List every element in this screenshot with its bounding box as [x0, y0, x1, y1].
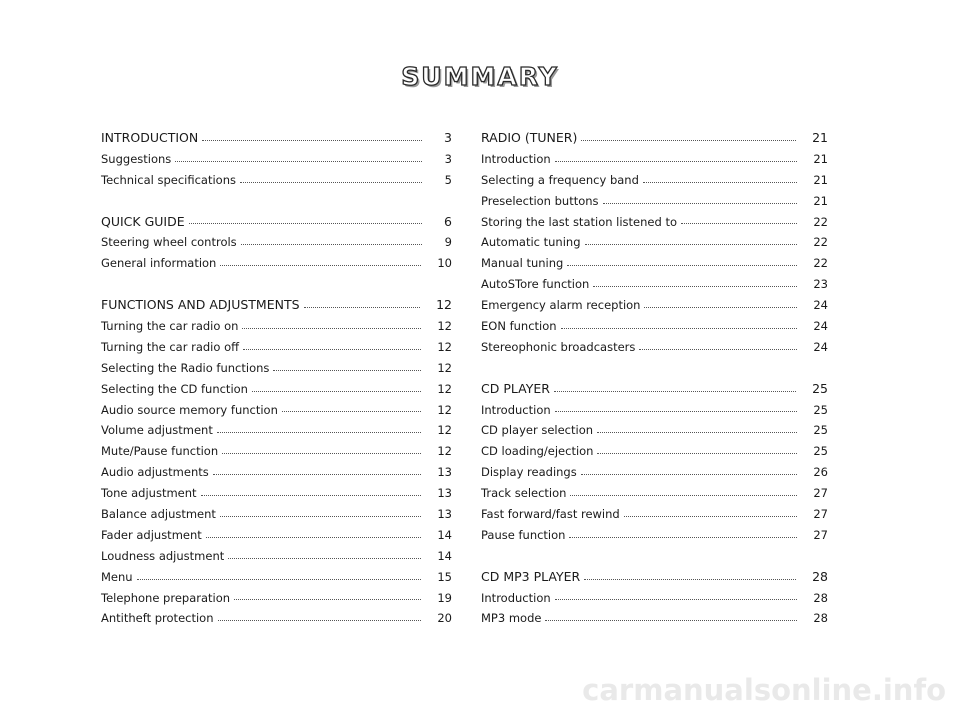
toc-page-number: 6 — [444, 213, 452, 229]
toc-leader-dots — [624, 516, 798, 517]
toc-leader-dots — [644, 307, 797, 308]
toc-entry-label: RADIO (TUNER) — [481, 130, 578, 145]
toc-entry-label: EON function — [481, 319, 557, 334]
toc-entry[interactable] — [481, 441, 828, 462]
toc-page-number: 14 — [437, 527, 452, 542]
toc-leader-dots — [252, 391, 421, 392]
toc-entry[interactable] — [481, 170, 828, 191]
toc-entry-label: Introduction — [481, 590, 551, 605]
toc-entry-label: Antitheft protection — [101, 611, 214, 626]
toc-leader-dots — [240, 182, 422, 183]
toc-entry-label: Introduction — [481, 151, 551, 166]
toc-entry-label: CD loading/ejection — [481, 444, 594, 459]
toc-page-number: 13 — [437, 507, 452, 522]
toc-entry-label: CD MP3 PLAYER — [481, 568, 581, 584]
toc-entry-label: Menu — [101, 569, 133, 584]
toc-leader-dots — [681, 223, 797, 224]
toc-page-number: 27 — [813, 507, 828, 522]
toc-entry[interactable] — [101, 441, 452, 462]
toc-page-number: 23 — [813, 277, 828, 292]
toc-entry-label: QUICK GUIDE — [101, 213, 185, 229]
toc-page-number: 12 — [437, 423, 452, 438]
toc-leader-dots — [570, 495, 797, 496]
toc-entry[interactable] — [101, 504, 452, 525]
toc-entry-label: Storing the last station listened to — [481, 214, 677, 229]
toc-leader-dots — [639, 349, 797, 350]
toc-page-number: 25 — [813, 402, 828, 417]
toc-leader-dots — [555, 411, 798, 412]
toc-entry[interactable] — [101, 588, 452, 609]
toc-leader-dots — [555, 161, 798, 162]
toc-page-number: 26 — [813, 465, 828, 480]
toc-entry-label: General information — [101, 256, 217, 271]
toc-leader-dots — [241, 244, 422, 245]
toc-section-heading[interactable] — [101, 295, 452, 316]
toc-entry-label: Turning the car radio off — [101, 339, 240, 354]
toc-page-number: 14 — [437, 548, 452, 563]
toc-entry-label: Emergency alarm reception — [481, 298, 641, 313]
toc-entry[interactable] — [101, 170, 452, 191]
toc-entry-label: Mute/Pause function — [101, 444, 219, 459]
toc-page-number: 12 — [436, 297, 452, 313]
toc-entry[interactable] — [481, 212, 828, 233]
toc-entry-label: Pause function — [481, 527, 566, 542]
toc-entry[interactable] — [101, 525, 452, 546]
toc-entry[interactable] — [481, 274, 828, 295]
toc-entry[interactable] — [481, 420, 828, 441]
toc-leader-dots — [561, 328, 798, 329]
toc-entry-label: AutoSTore function — [481, 277, 590, 292]
toc-entry-label: Stereophonic broadcasters — [481, 339, 636, 354]
toc-leader-dots — [206, 537, 422, 538]
toc-entry-label: CD PLAYER — [481, 380, 550, 396]
toc-leader-dots — [228, 558, 421, 559]
toc-entry-label: Steering wheel controls — [101, 235, 237, 250]
toc-right-column — [481, 128, 828, 629]
toc-leader-dots — [567, 265, 797, 266]
toc-page-number: 22 — [813, 214, 828, 229]
toc-entry-label: Telephone preparation — [101, 590, 231, 605]
toc-leader-dots — [569, 537, 797, 538]
toc-leader-dots — [220, 516, 421, 517]
toc-spacer — [481, 546, 828, 567]
toc-entry-label: Selecting the Radio functions — [101, 360, 270, 375]
toc-leader-dots — [273, 370, 421, 371]
toc-page-number: 9 — [444, 235, 452, 250]
toc-section-heading[interactable] — [101, 212, 452, 233]
toc-entry[interactable] — [101, 337, 452, 358]
toc-leader-dots — [593, 286, 797, 287]
toc-leader-dots — [597, 432, 797, 433]
toc-entry[interactable] — [481, 232, 828, 253]
toc-entry-label: Preselection buttons — [481, 193, 599, 208]
toc-page-number: 25 — [813, 423, 828, 438]
toc-leader-dots — [304, 307, 421, 308]
toc-leader-dots — [218, 620, 422, 621]
toc-page-number: 28 — [813, 611, 828, 626]
toc-entry[interactable] — [101, 358, 452, 379]
toc-spacer — [101, 274, 452, 295]
toc-entry[interactable] — [101, 420, 452, 441]
toc-entry-label: Technical specifications — [101, 172, 236, 187]
toc-entry-label: Selecting the CD function — [101, 381, 248, 396]
toc-leader-dots — [222, 453, 421, 454]
toc-entry[interactable] — [101, 253, 452, 274]
toc-leader-dots — [643, 182, 797, 183]
toc-entry[interactable] — [481, 462, 828, 483]
toc-page-number: 5 — [444, 172, 452, 187]
toc-page-number: 15 — [437, 569, 452, 584]
toc-entry-label: Fast forward/fast rewind — [481, 507, 620, 522]
toc-entry-label: Automatic tuning — [481, 235, 581, 250]
toc-page-number: 24 — [813, 339, 828, 354]
toc-leader-dots — [137, 579, 422, 580]
toc-entry-label: Loudness adjustment — [101, 548, 225, 563]
toc-entry-label: Audio source memory function — [101, 402, 278, 417]
toc-page-number: 12 — [437, 339, 452, 354]
toc-entry[interactable] — [481, 588, 828, 609]
toc-entry[interactable] — [481, 253, 828, 274]
toc-page-number: 28 — [812, 568, 828, 584]
toc-page-number: 28 — [813, 590, 828, 605]
toc-entry[interactable] — [101, 400, 452, 421]
toc-entry-label: Fader adjustment — [101, 527, 202, 542]
toc-entry-label: Balance adjustment — [101, 507, 216, 522]
toc-page-number: 21 — [812, 130, 828, 145]
toc-leader-dots — [242, 328, 421, 329]
toc-entry[interactable] — [101, 608, 452, 629]
toc-page-number: 13 — [437, 465, 452, 480]
toc-entry-label: Suggestions — [101, 151, 172, 166]
toc-page-number: 12 — [437, 444, 452, 459]
toc-entry[interactable] — [101, 546, 452, 567]
toc-entry[interactable] — [481, 191, 828, 212]
toc-page-number: 22 — [813, 235, 828, 250]
toc-entry[interactable] — [101, 316, 452, 337]
toc-entry[interactable] — [481, 295, 828, 316]
toc-page-number: 3 — [444, 130, 452, 145]
toc-page-number: 10 — [437, 256, 452, 271]
toc-entry-label: INTRODUCTION — [101, 130, 199, 145]
toc-leader-dots — [585, 244, 798, 245]
toc-leader-dots — [597, 453, 797, 454]
toc-entry[interactable] — [101, 149, 452, 170]
toc-page-number: 24 — [813, 319, 828, 334]
toc-entry-label: Track selection — [481, 486, 567, 501]
toc-leader-dots — [213, 474, 422, 475]
toc-leader-dots — [545, 620, 797, 621]
toc-entry[interactable] — [101, 483, 452, 504]
toc-leader-dots — [234, 599, 421, 600]
toc-page-number: 12 — [437, 402, 452, 417]
toc-entry-label: Audio adjustments — [101, 465, 209, 480]
toc-entry[interactable] — [481, 400, 828, 421]
toc-leader-dots — [581, 140, 796, 141]
toc-entry-label: Tone adjustment — [101, 486, 197, 501]
toc-section-heading[interactable] — [481, 567, 828, 588]
toc-page-number: 13 — [437, 486, 452, 501]
toc-entry[interactable] — [101, 379, 452, 400]
toc-page-number: 12 — [437, 360, 452, 375]
toc-entry[interactable] — [481, 316, 828, 337]
toc-entry[interactable] — [101, 232, 452, 253]
toc-left-column — [101, 128, 452, 629]
page-title: SUMMARY — [401, 62, 559, 91]
toc-entry-label: Volume adjustment — [101, 423, 213, 438]
toc-entry[interactable] — [481, 149, 828, 170]
toc-page-number: 27 — [813, 527, 828, 542]
toc-leader-dots — [282, 411, 421, 412]
toc-page-number: 24 — [813, 298, 828, 313]
toc-page-number: 12 — [437, 319, 452, 334]
toc-page-number: 21 — [813, 193, 828, 208]
toc-entry-label: MP3 mode — [481, 611, 542, 626]
toc-entry[interactable] — [481, 337, 828, 358]
watermark: carmanualsonline.info — [582, 673, 946, 707]
toc-page-number: 12 — [437, 381, 452, 396]
toc-entry[interactable] — [101, 462, 452, 483]
toc-entry-label: Introduction — [481, 402, 551, 417]
toc-entry-label: Selecting a frequency band — [481, 172, 639, 187]
toc-entry[interactable] — [481, 504, 828, 525]
toc-leader-dots — [581, 474, 798, 475]
toc-page-number: 19 — [437, 590, 452, 605]
toc-leader-dots — [554, 391, 796, 392]
toc-leader-dots — [201, 495, 422, 496]
toc-leader-dots — [202, 140, 422, 141]
toc-section-heading[interactable] — [481, 379, 828, 400]
toc-entry-label: Turning the car radio on — [101, 319, 239, 334]
toc-entry[interactable] — [481, 525, 828, 546]
toc-page-number: 3 — [444, 151, 452, 166]
toc-spacer — [101, 191, 452, 212]
toc-entry-label: Manual tuning — [481, 256, 564, 271]
toc-leader-dots — [189, 223, 422, 224]
toc-entry-label: Display readings — [481, 465, 577, 480]
toc-page-number: 25 — [813, 444, 828, 459]
toc-page-number: 27 — [813, 486, 828, 501]
toc-page-number: 21 — [813, 151, 828, 166]
toc-leader-dots — [603, 203, 798, 204]
toc-entry[interactable] — [481, 483, 828, 504]
toc-leader-dots — [217, 432, 422, 433]
toc-entry-label: FUNCTIONS AND ADJUSTMENTS — [101, 297, 300, 313]
toc-section-heading[interactable] — [481, 128, 828, 149]
toc-leader-dots — [175, 161, 422, 162]
toc-section-heading[interactable] — [101, 128, 452, 149]
toc-entry-label: CD player selection — [481, 423, 594, 438]
toc-leader-dots — [243, 349, 421, 350]
toc-leader-dots — [555, 599, 798, 600]
toc-page-number: 21 — [813, 172, 828, 187]
toc-page-number: 22 — [813, 256, 828, 271]
toc-page-number: 20 — [437, 611, 452, 626]
toc-page-number: 25 — [812, 380, 828, 396]
toc-leader-dots — [220, 265, 421, 266]
toc-entry[interactable] — [481, 608, 828, 629]
toc-spacer — [481, 358, 828, 379]
toc-leader-dots — [584, 579, 796, 580]
toc-entry[interactable] — [101, 567, 452, 588]
